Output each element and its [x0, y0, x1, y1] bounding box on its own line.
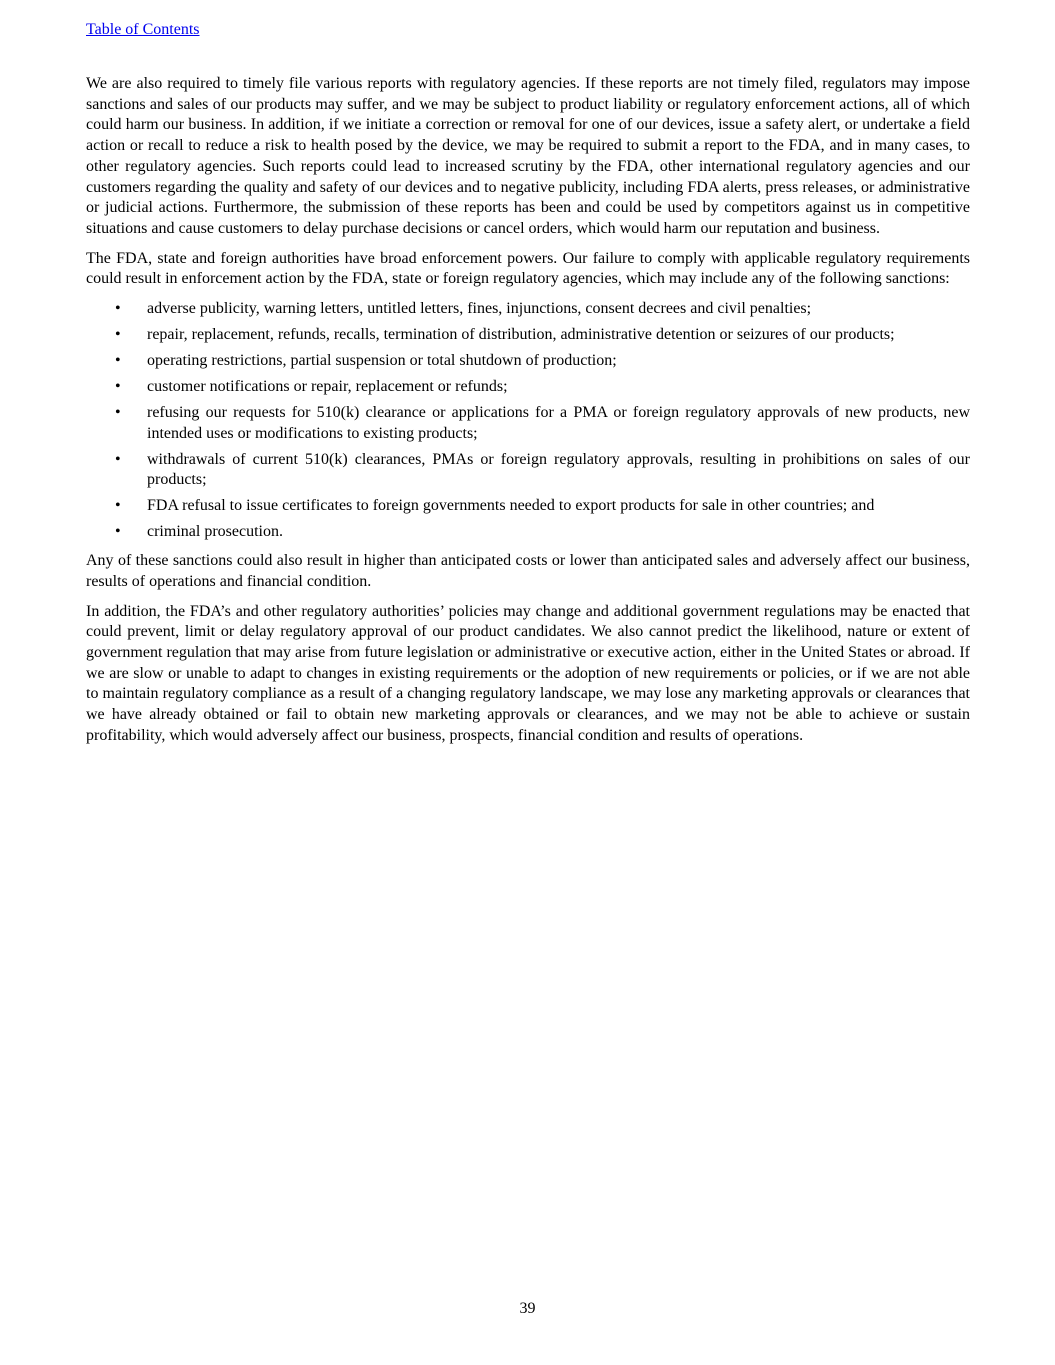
list-item-text: customer notifications or repair, replacement or refunds;	[147, 378, 508, 396]
list-item-text: adverse publicity, warning letters, untitled letters, fines, injunctions, consent decrees and civil penalties;	[147, 300, 812, 318]
paragraph-reporting-requirements: We are also required to timely file various reports with regulatory agencies. If these reports are not timely filed, regulators may impose sanctions and sales of our products may suffer, and we may be subject to product liability or regulatory enforcement actions, all of which could harm our business. In addition, if we initiate a correction or removal for one of our devices, issue a safety alert, or undertake a field action or recall to reduce a risk to health posed by the device, we may be required to submit a report to the FDA, and in many cases, to other regulatory agencies. Such reports could lead to increased scrutiny by the FDA, other international regulatory agencies and our customers regarding the quality and safety of our devices and to negative publicity, including FDA alerts, press releases, or administrative or judicial actions. Furthermore, the submission of these reports has been and could be used by competitors against us in competitive situations and cause customers to delay purchase decisions or cancel orders, which would harm our reputation and business.	[86, 75, 970, 237]
list-item-text: criminal prosecution.	[147, 523, 283, 541]
list-item	[86, 522, 970, 543]
paragraph-enforcement-powers: The FDA, state and foreign authorities have broad enforcement powers. Our failure to comply with applicable regulatory requirements could result in enforcement action by the FDA, state or foreign regulatory agencies, which may include any of the following sanctions:	[86, 249, 970, 288]
list-item	[86, 377, 970, 398]
bullet-icon: •	[115, 378, 121, 396]
bullet-icon: •	[115, 497, 121, 515]
list-item-text: FDA refusal to issue certificates to foreign governments needed to export products for sale in other countries; and	[147, 497, 875, 515]
page-number: 39	[519, 1300, 536, 1317]
list-item-text: operating restrictions, partial suspension or total shutdown of production;	[147, 352, 617, 370]
list-item	[86, 403, 970, 444]
document-body	[86, 74, 970, 755]
bullet-icon: •	[115, 450, 121, 468]
paragraph-sanctions-impact: Any of these sanctions could also result in higher than anticipated costs or lower than anticipated sales and adversely affect our business, results of operations and financial condition.	[86, 552, 970, 590]
bullet-icon: •	[115, 326, 121, 344]
bullet-icon: •	[115, 300, 121, 318]
list-item	[86, 299, 970, 320]
sanctions-list	[86, 299, 970, 543]
list-item-text: refusing our requests for 510(k) clearance or applications for a PMA or foreign regulatory approvals of new products, new intended uses or modifications to existing products;	[147, 404, 970, 442]
list-item	[86, 351, 970, 372]
paragraph-policy-changes: In addition, the FDA’s and other regulatory authorities’ policies may change and additional government regulations may be enacted that could prevent, limit or delay regulatory approval of our product candidates. We also cannot predict the likelihood, nature or extent of government regulation that may arise from future legislation or administrative or executive action, either in the United States or abroad. If we are slow or unable to adapt to changes in existing requirements or the adoption of new requirements or policies, or if we are not able to maintain regulatory compliance as a result of a changing regulatory landscape, we may lose any marketing approvals or clearances that we have already obtained or fail to obtain new marketing approvals or clearances, and we may not be able to achieve or sustain profitability, which would adversely affect our business, prospects, financial condition and results of operations.	[86, 602, 970, 744]
bullet-icon: •	[115, 523, 121, 541]
list-item	[86, 496, 970, 517]
list-item	[86, 325, 970, 346]
bullet-icon: •	[115, 404, 121, 422]
list-item-text: withdrawals of current 510(k) clearances, PMAs or foreign regulatory approvals, resulting in prohibitions on sales of our products;	[147, 450, 970, 489]
list-item	[86, 450, 970, 491]
bullet-icon: •	[115, 352, 121, 370]
list-item-text: repair, replacement, refunds, recalls, termination of distribution, administrative detention or seizures of our products;	[147, 326, 895, 344]
table-of-contents-link[interactable]: Table of Contents	[86, 21, 200, 38]
